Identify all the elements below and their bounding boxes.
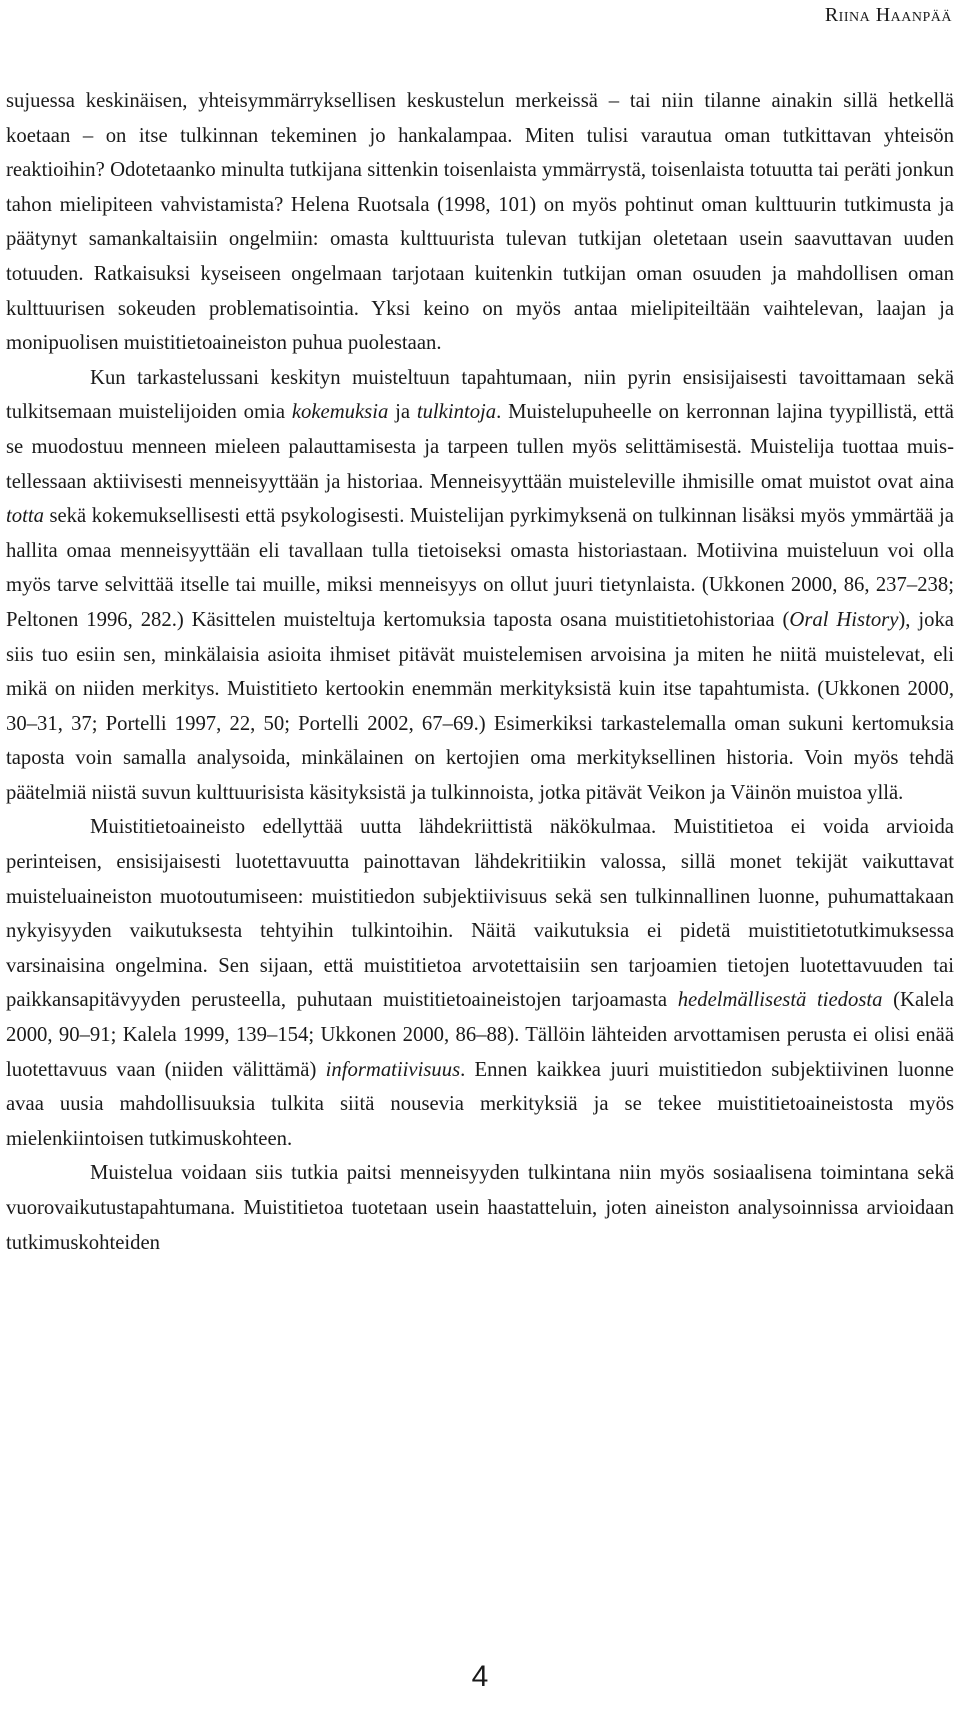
text-run: Kun tarkastelussani keskityn muisteltuun tapahtumaan, niin pyrin ensisijaisesti tavoittamaan sekä tulkitsemaan muistelijoiden omia bbox=[6, 366, 954, 424]
body-paragraph bbox=[6, 1156, 954, 1260]
italic-text: kokemuksia bbox=[291, 401, 389, 424]
italic-text: informatiivisuus bbox=[325, 1058, 461, 1081]
body-paragraph bbox=[6, 361, 954, 811]
italic-text: totta bbox=[6, 505, 44, 528]
body-paragraph bbox=[6, 84, 954, 361]
text-run: sujuessa keskinäisen, yhteisymmärryksellisen keskustelun merkeissä – tai niin tilanne ainakin sillä hetkellä koetaan – on itse tulkinnan tekeminen jo hankalampaa. Miten tulisi varautua oman tutkittavan yhteisön reaktioihin? Odotetaanko minulta tutkijana sittenkin toisenlaista ymmärrystä, toisenlaista totuutta tai peräti jonkun tahon mielipiteen vahvistamista? Helena Ruotsala (1998, 101) on myös pohtinut oman kulttuurin tutkimusta ja päätynyt samankaltaisiin ongelmiin: omasta kulttuurista tulevan tutkijan oletetaan usein saavuttavan uuden totuuden. Ratkaisuksi kyseiseen ongelmaan tarjotaan kuitenkin tutkijan oman osuuden ja mahdollisen oman kulttuurisen sokeuden problematisointia. Yksi keino on myös antaa mielipiteiltään vaihtelevan, laajan ja monipuolisen muistitietoaineiston puhua puolestaan. bbox=[6, 90, 954, 355]
text-run: . Muistelupuheelle on kerronnan lajina tyypillistä, että se muodostuu menneen mieleen palauttamisesta ja tarpeen tullen myös selittämisestä. Muistelija tuottaa muistellessaan aktiivisesti menneisyyttään ja historiaa. Menneisyyttään muisteleville ihmisille omat muistot ovat aina bbox=[6, 401, 954, 493]
text-run: Muistelua voidaan siis tutkia paitsi menneisyyden tulkintana niin myös sosiaalisena toimintana sekä vuorovaikutustapahtumana. Muistitietoa tuotetaan usein haastatteluin, joten aineiston analysoinnissa arvioidaan tutkimuskohteiden bbox=[6, 1162, 954, 1254]
text-run: sekä kokemuksellisesti että psykologisesti. Muistelijan pyrkimyksenä on tulkinnan lisäksi myös ymmärtää ja hallita omaa menneisyyttään eli tavallaan tulla tietoiseksi omasta historiastaan. Motiivina muisteluun voi olla myös tarve selvittää itselle tai muille, miksi menneisyys on ollut juuri tietynlaista. (Ukkonen 2000, 86, 237–238; Peltonen 1996, 282.) Käsittelen muisteltuja kertomuksia taposta osana muistitietohistoriaa ( bbox=[6, 505, 954, 631]
italic-text: hedelmällisestä tiedosta bbox=[677, 989, 883, 1012]
text-run: ), joka siis tuo esiin sen, minkälaisia asioita ihmiset pitävät muistelemisen arvoisina ja miten he niitä muistelevat, eli mikä on niiden merkitys. Muistitieto kertookin enemmän merkityksistä kuin itse tapahtumista. (Ukkonen 2000, 30–31, 37; Portelli 1997, 22, 50; Portelli 2002, 67–69.) Esimerkiksi tarkastelemalla oman sukuni kertomuksia taposta voin samalla analysoida, minkälainen on kertojien oma merkityksellinen historia. Voin myös tehdä päätelmiä niistä suvun kulttuurisista käsityksistä ja tulkinnoista, jotka pitävät Veikon ja Väinön muistoa yllä. bbox=[6, 608, 954, 804]
text-run: Muistitietoaineisto edellyttää uutta lähdekriittistä näkökulmaa. Muistitietoa ei voida arvioida perinteisen, ensisijaisesti luotettavuutta painottavan lähdekritiikin valossa, sillä monet tekijät vaikuttavat muisteluaineiston muotoutumiseen: muistitiedon subjektiivisuus sekä sen tulkinnallinen luonne, puhumattakaan nykyisyyden vaikutuksesta tehtyihin tulkintoihin. Näitä vaikutuksia ei pidetä muistitietotutkimuksessa varsinaisina ongelmina. Sen sijaan, että muistitietoa arvotettaisiin sen tarjoamien tietojen luotettavuuden tai paikkansapitävyyden perusteella, puhutaan muistitietoaineistojen tarjoamasta bbox=[6, 816, 954, 1012]
italic-text: Oral History bbox=[789, 608, 899, 631]
italic-text: tulkintoja bbox=[416, 401, 497, 424]
running-header: Riina Haanpää bbox=[824, 4, 952, 26]
text-run: . Ennen kaikkea juuri muistitiedon subjektiivinen luonne avaa uusia mahdollisuuksia tulkita siitä nousevia merkityksiä ja se tekee muistitietoaineistosta myös mielenkiintoisen tutkimuskohteen. bbox=[6, 1058, 954, 1150]
body-text bbox=[6, 84, 954, 1260]
text-run: (Kalela 2000, 90–91; Kalela 1999, 139–154; Ukkonen 2000, 86–88). Tällöin lähteiden arvottamisen perusta ei olisi enää luotettavuus vaan (niiden välittämä) bbox=[6, 989, 954, 1081]
body-paragraph bbox=[6, 810, 954, 1156]
page-number: 4 bbox=[471, 1660, 489, 1693]
text-run: ja bbox=[388, 401, 417, 424]
